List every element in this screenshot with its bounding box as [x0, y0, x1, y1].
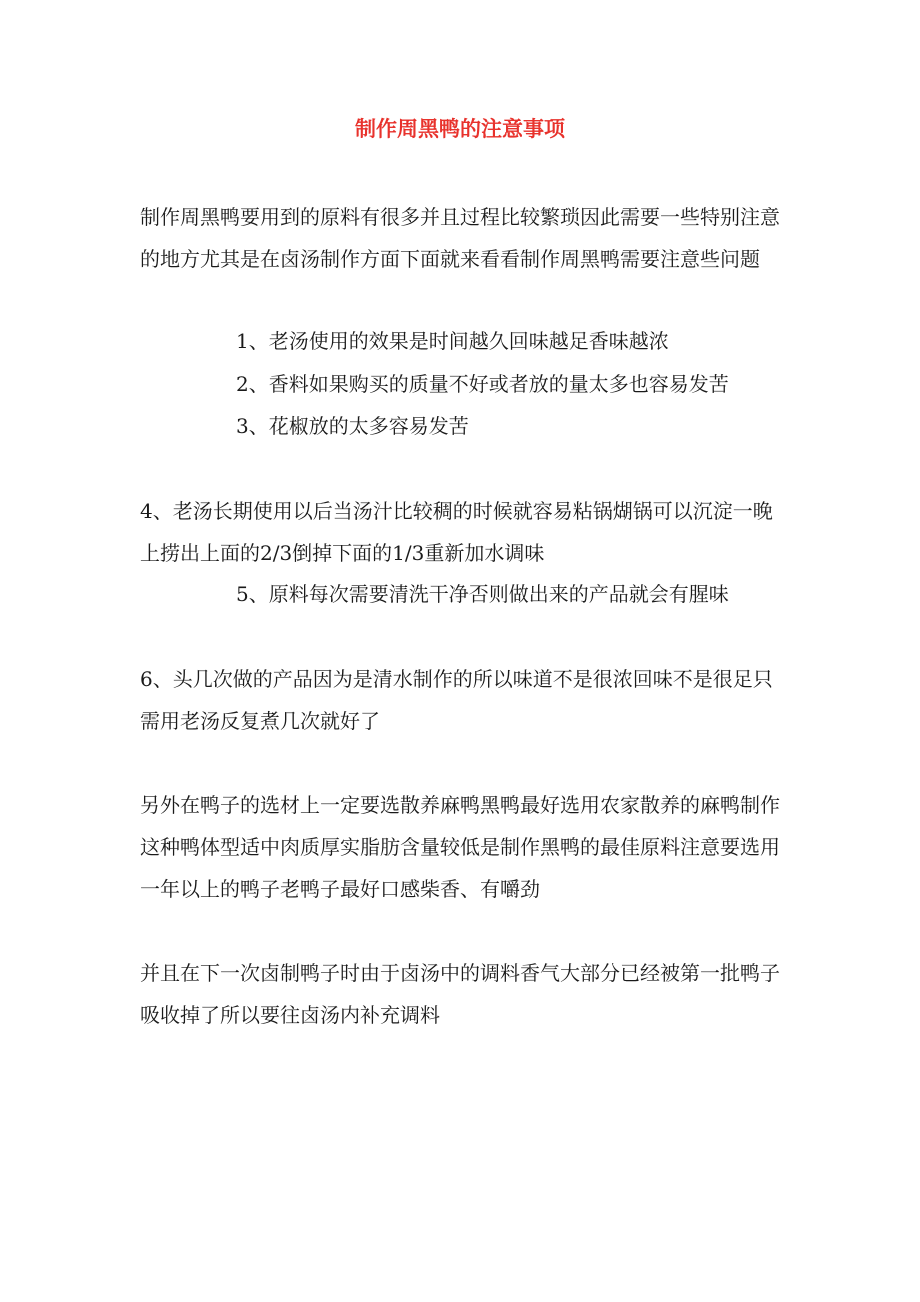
list-item-5: 5、原料每次需要清洗干净否则做出来的产品就会有腥味 — [236, 582, 729, 606]
duck-selection-paragraph: 另外在鸭子的选材上一定要选散养麻鸭黑鸭最好选用农家散养的麻鸭制作这种鸭体型适中肉质厚实脂肪含量较低是制作黑鸭的最佳原料注意要选用一年以上的鸭子老鸭子最好口感柴香、有嚼劲 — [140, 793, 780, 901]
list-item-2: 2、香料如果购买的质量不好或者放的量太多也容易发苦 — [236, 372, 729, 396]
list-item-6: 6、头几次做的产品因为是清水制作的所以味道不是很浓回味不是很足只需用老汤反复煮几次就好了 — [140, 667, 773, 733]
seasoning-refill-paragraph: 并且在下一次卤制鸭子时由于卤汤中的调料香气大部分已经被第一批鸭子吸收掉了所以要往卤汤内补充调料 — [140, 961, 780, 1027]
list-item-3: 3、花椒放的太多容易发苦 — [236, 414, 469, 438]
document-title: 制作周黑鸭的注意事项 — [355, 117, 565, 141]
list-item-4: 4、老汤长期使用以后当汤汁比较稠的时候就容易粘锅煳锅可以沉淀一晚上捞出上面的2/3倒掉下面的1/3重新加水调味 — [140, 499, 773, 565]
list-item-1: 1、老汤使用的效果是时间越久回味越足香味越浓 — [236, 329, 669, 353]
intro-paragraph: 制作周黑鸭要用到的原料有很多并且过程比较繁琐因此需要一些特别注意的地方尤其是在卤汤制作方面下面就来看看制作周黑鸭需要注意些问题 — [140, 205, 780, 271]
